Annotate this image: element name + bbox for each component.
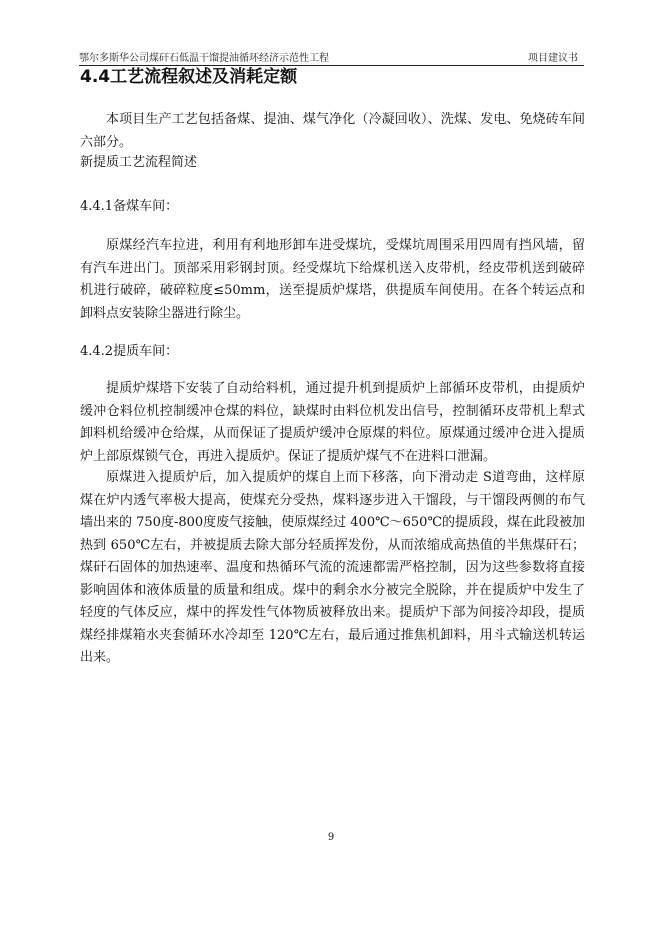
header-document-type: 项目建议书 (528, 53, 578, 64)
upgrading-heading: 4.4.2提质车间： (80, 344, 179, 359)
upgrading-paragraph-1: 提质炉煤塔下安装了自动给料机，通过提升机到提质炉上部循环皮带机，由提质炉缓冲仓料位机控制缓冲仓煤的料位，缺煤时由料位机发出信号，控制循环皮带机上犁式卸料机给缓冲仓给煤，从而保证了提质炉缓冲仓原煤的料位。原煤通过缓冲仓进入提质炉上部原煤锁气仓，再进入提质炉。保证了提质炉煤气不在进料口泄漏。 (80, 381, 585, 464)
header-project-title: 鄂尔多斯华公司煤矸石低温干馏提油循环经济示范性工程 (79, 53, 329, 64)
page-header (79, 52, 584, 66)
upgrading-paragraph-2: 原煤进入提质炉后，加入提质炉的煤自上而下移落，向下滑动走 S道弯曲，这样原煤在炉内透气率极大提高，使煤充分受热，煤料逐步进入干馏段，与干馏段两侧的布气墙出来的 750度-800度废气接触，使原煤经过 400℃～650℃的提质段，煤在此段被加热到 650℃左右，并被提质去除大部分轻质挥发份，从而浓缩成高热值的半焦煤矸石；煤矸石固体的加热速率、温度和热循环气流的流速都需严格控制，因为这些参数将直接影响固体和液体质量的质量和组成。煤中的剩余水分被完全脱除，并在提质炉中发生了轻度的气体反应，煤中的挥发性气体物质被释放出来。提质炉下部为间接冷却段，提质煤经排煤箱水夹套循环水冷却至 120℃左右，最后通过推焦机卸料，用斗式输送机转运出来。 (80, 470, 585, 665)
coal-prep-paragraph: 原煤经汽车拉进，利用有利地形卸车进受煤坑，受煤坑周围采用四周有挡风墙，留有汽车进出门。顶部采用彩钢封顶。经受煤坑下给煤机送入皮带机，经皮带机送到破碎机进行破碎，破碎粒度≤50mm，送至提质炉煤塔，供提质车间使用。在各个转运点和卸料点安装除尘器进行除尘。 (80, 238, 585, 321)
intro-paragraph: 本项目生产工艺包括备煤、提油、煤气净化（冷凝回收）、洗煤、发电、免烧砖车间六部分。 (80, 112, 585, 150)
section-title: 4.4工艺流程叙述及消耗定额 (80, 67, 298, 87)
page-number: 9 (327, 832, 335, 843)
intro-subtitle: 新提质工艺流程简述 (80, 155, 198, 170)
coal-prep-heading: 4.4.1备煤车间： (80, 199, 179, 214)
